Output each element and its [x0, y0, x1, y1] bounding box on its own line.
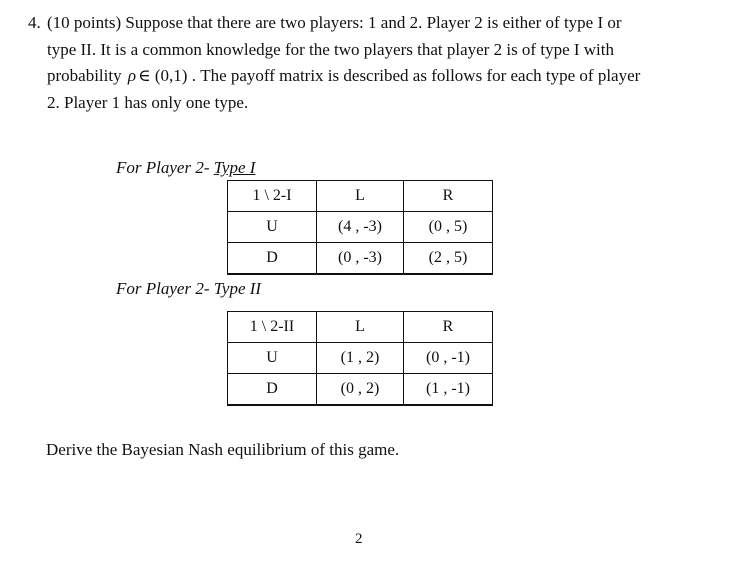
problem-statement — [28, 10, 728, 116]
rho-symbol: ρ — [127, 66, 137, 85]
table-row — [228, 212, 493, 243]
question-text: Derive the Bayesian Nash equilibrium of this game. — [46, 440, 400, 459]
problem-number: 4. — [28, 13, 41, 32]
type1-caption: For Player 2- Type I — [116, 158, 256, 177]
problem-line-1: (10 points) Suppose that there are two players: 1 and 2. Player 2 is either of type I or — [47, 13, 622, 32]
payoff-cell: (4 , -3) — [317, 212, 404, 243]
problem-line-4: 2. Player 1 has only one type. — [47, 92, 249, 112]
row-label: D — [228, 374, 317, 406]
table-row — [228, 374, 493, 406]
payoff-cell: (1 , 2) — [317, 343, 404, 374]
payoff-table-type1 — [227, 180, 493, 275]
payoff-cell: (0 , -1) — [404, 343, 493, 374]
header-cell: R — [404, 181, 493, 212]
row-label: D — [228, 243, 317, 275]
payoff-cell: (2 , 5) — [404, 243, 493, 275]
problem-line-3-rest: ∈ (0,1) . The payoff matrix is described as follows for each type of player — [138, 66, 641, 85]
payoff-table-type2 — [227, 311, 493, 406]
payoff-cell: (1 , -1) — [404, 374, 493, 406]
row-label: U — [228, 212, 317, 243]
header-cell: R — [404, 312, 493, 343]
header-cell: 1 \ 2-I — [228, 181, 317, 212]
table-row — [228, 243, 493, 275]
problem-line-2: type II. It is a common knowledge for the two players that player 2 is of type I with — [47, 39, 614, 59]
header-cell: L — [317, 181, 404, 212]
problem-line-3 — [28, 63, 728, 90]
type2-caption: For Player 2- Type II — [116, 279, 262, 298]
table-header-row — [228, 181, 493, 212]
type2-caption-type: Type II — [213, 279, 262, 298]
payoff-cell: (0 , 2) — [317, 374, 404, 406]
page-number: 2 — [355, 531, 363, 547]
header-cell: 1 \ 2-II — [228, 312, 317, 343]
row-label: U — [228, 343, 317, 374]
probability-word: probability — [47, 66, 122, 85]
payoff-cell: (0 , -3) — [317, 243, 404, 275]
payoff-cell: (0 , 5) — [404, 212, 493, 243]
type1-caption-type: Type I — [213, 158, 256, 177]
header-cell: L — [317, 312, 404, 343]
table-header-row — [228, 312, 493, 343]
table-row — [228, 343, 493, 374]
